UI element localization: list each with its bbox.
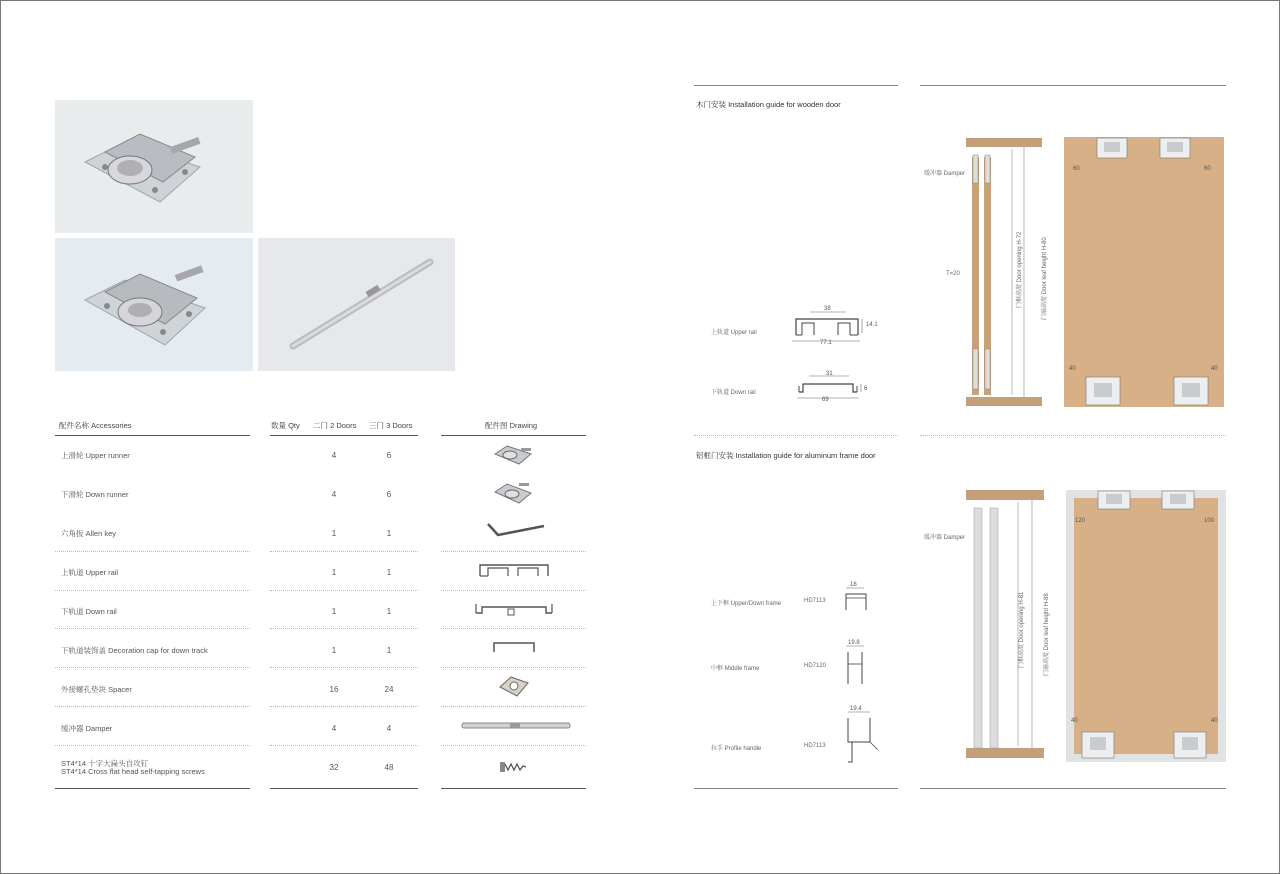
mid-divider-right [920,435,1226,436]
row-2doors: 1 [331,646,337,655]
row-divider [441,551,586,552]
aluminum-door-front [1066,490,1226,762]
thickness-label: T=20 [946,271,960,277]
down-runner-photo [55,238,253,371]
row-2doors: 1 [331,529,337,538]
row-divider [270,667,418,668]
row-name: 下滑轮 Down runner [61,490,129,499]
header-accessories: 配件名称 Accessories [59,421,132,430]
allen-key-icon [486,521,546,539]
row-2doors: 4 [331,724,337,733]
row-divider [55,628,250,629]
row-2doors: 4 [331,490,337,499]
row-2doors: 32 [329,763,339,772]
top-rule-left [694,85,898,86]
alu-height-label-1: 门框高度 Door opening H-81 [1019,591,1025,668]
row-3doors: 6 [386,451,392,460]
row-divider [270,628,418,629]
row-divider [270,745,418,746]
bottom-rule-left [694,788,898,789]
down-rail-dim-side: 6 [864,386,868,392]
damper-label-aluminum: 缓冲器 Damper [924,535,966,541]
row-name: 上滑轮 Upper runner [61,451,130,460]
row-divider [441,628,586,629]
row-divider [441,590,586,591]
row-3doors: 48 [384,763,394,772]
upper-rail-dim-side: 14.1 [866,322,878,328]
screw-icon [498,760,528,774]
header-drawing: 配件图 Drawing [485,421,538,430]
height-label-1: 门框高度 Door opening H-72 [1017,231,1023,308]
header-3-doors: 三门 3 Doors [369,421,413,430]
aluminum-door-side-section [962,488,1048,763]
alu-height-label-2: 门扇高度 Door leaf height H-88 [1044,593,1050,676]
alu-dim-top-right: 100 [1204,518,1215,524]
damper-photo [258,238,455,371]
row-divider [55,551,250,552]
down-rail-dim-bottom: 69 [822,397,829,403]
table-header-rule-1 [55,435,250,436]
frame-profile [842,582,872,612]
row-divider [55,667,250,668]
row-2doors: 1 [331,607,337,616]
mid-divider-left [694,435,898,436]
row-name: 上轨道 Upper rail [61,568,119,577]
down-rail-section [795,370,871,404]
damper-icon [460,720,572,732]
row-divider [55,745,250,746]
table-bottom-rule-3 [441,788,586,789]
profile-handle-label: 拉手 Profile handle [711,746,762,752]
row-name: 缓冲器 Damper [61,724,113,733]
row-name: 外接螺孔垫块 Spacer [61,685,132,694]
frame-label: 上下框 Upper/Down frame [711,601,782,607]
wooden-door-side-section [960,135,1046,410]
row-3doors: 1 [386,607,392,616]
row-2doors: 4 [331,451,337,460]
damper-label-wooden: 缓冲器 Damper [924,171,966,177]
wood-dim-top-left: 60 [1073,166,1080,172]
row-3doors: 1 [386,568,392,577]
middle-frame-dim: 19.8 [848,640,860,646]
alu-dim-top-left: 120 [1075,518,1086,524]
table-bottom-rule-1 [55,788,250,789]
middle-frame-label: 中框 Middle frame [711,666,760,672]
row-divider [441,706,586,707]
frame-dim: 18 [850,582,857,588]
row-divider [55,706,250,707]
decoration-cap-icon [492,640,536,654]
upper-runner-icon [493,442,533,468]
middle-frame-profile [842,640,872,686]
down-rail-icon [474,601,554,617]
row-divider [441,745,586,746]
top-rule-right [920,85,1226,86]
row-divider [270,706,418,707]
profile-handle-dim: 19.4 [850,706,862,712]
row-name-2: ST4*14 Cross flat head self-tapping screws [61,767,205,776]
wood-dim-top-right: 60 [1204,166,1211,172]
table-header-rule-3 [441,435,586,436]
row-2doors: 16 [329,685,339,694]
row-name: ST4*14 十字大扁头自攻钉 [61,759,149,768]
profile-handle-shape [842,706,882,766]
upper-rail-dim-bottom: 77.1 [820,340,832,346]
row-name: 下轨道 Down rail [61,607,117,616]
row-3doors: 24 [384,685,394,694]
aluminum-section-title: 铝框门安装 Installation guide for aluminum frame door [696,451,876,460]
alu-dim-bot-left: 40 [1071,718,1078,724]
row-divider [270,551,418,552]
table-bottom-rule-2 [270,788,418,789]
table-header-rule-2 [270,435,418,436]
middle-frame-code: HD7120 [804,663,827,669]
row-3doors: 1 [386,646,392,655]
wood-dim-left: 40 [1069,366,1076,372]
row-divider [270,590,418,591]
down-rail-label: 下轨道 Down rail [711,390,756,396]
upper-rail-dim-top: 38 [824,306,831,312]
row-3doors: 1 [386,529,392,538]
profile-handle-code: HD7113 [804,743,826,749]
upper-runner-photo [55,100,253,233]
down-rail-dim-top: 31 [826,371,833,377]
spacer-icon [497,674,531,700]
upper-rail-icon [478,562,550,578]
header-2-doors: 二门 2 Doors [313,421,357,430]
row-name: 六角扳 Allen key [61,529,117,538]
row-2doors: 1 [331,568,337,577]
upper-rail-label: 上轨道 Upper rail [711,330,757,336]
row-divider [441,667,586,668]
header-qty: 数量 Qty [271,421,300,430]
wooden-door-front [1064,137,1224,407]
bottom-rule-right [920,788,1226,789]
frame-code: HD7113 [804,598,826,604]
row-3doors: 4 [386,724,392,733]
wood-dim-right: 40 [1211,366,1218,372]
row-name: 下轨道装饰盖 Decoration cap for down track [61,646,208,655]
row-3doors: 6 [386,490,392,499]
down-runner-icon [493,480,533,506]
wooden-section-title: 木门安装 Installation guide for wooden door [696,100,841,109]
row-divider [55,590,250,591]
height-label-2: 门扇高度 Door leaf height H-80 [1042,237,1048,320]
alu-dim-bot-right: 40 [1211,718,1218,724]
